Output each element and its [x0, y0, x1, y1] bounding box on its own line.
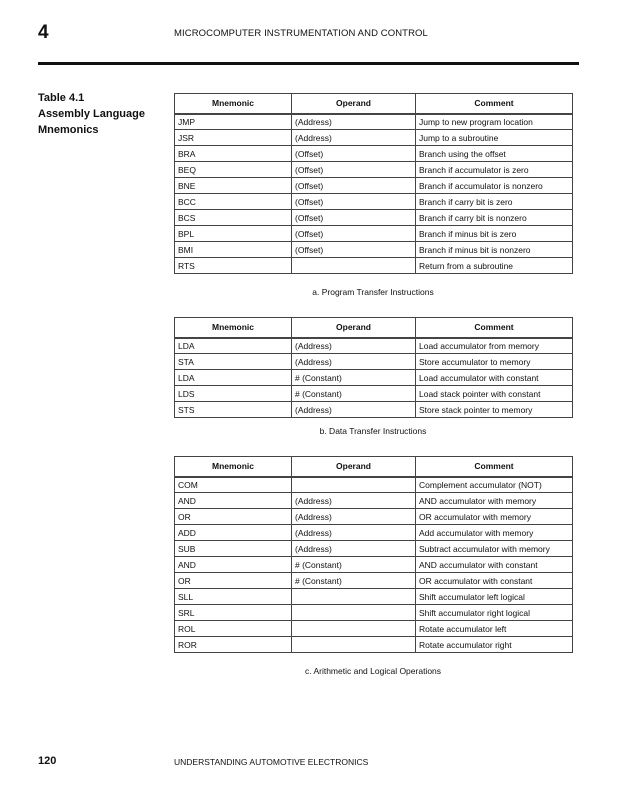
- comment-cell: Add accumulator with memory: [416, 525, 573, 541]
- operand-cell: [292, 621, 416, 637]
- operand-cell: (Offset): [292, 194, 416, 210]
- comment-cell: Shift accumulator left logical: [416, 589, 573, 605]
- comment-cell: OR accumulator with memory: [416, 509, 573, 525]
- operand-header: Operand: [292, 94, 416, 114]
- table-row: [175, 114, 573, 130]
- mnemonic-cell: OR: [175, 509, 292, 525]
- mnemonic-cell: LDS: [175, 386, 292, 402]
- table-row: [175, 525, 573, 541]
- operand-cell: [292, 637, 416, 653]
- mnemonic-header: Mnemonic: [175, 94, 292, 114]
- operand-cell: (Address): [292, 130, 416, 146]
- mnemonic-cell: SUB: [175, 541, 292, 557]
- operand-header: Operand: [292, 457, 416, 477]
- operand-cell: (Address): [292, 541, 416, 557]
- comment-cell: Jump to new program location: [416, 114, 573, 130]
- table-row: [175, 194, 573, 210]
- operand-cell: (Offset): [292, 146, 416, 162]
- table-header-row: [175, 457, 573, 477]
- mnemonic-cell: STA: [175, 354, 292, 370]
- mnemonic-cell: BNE: [175, 178, 292, 194]
- mnemonic-cell: JMP: [175, 114, 292, 130]
- comment-cell: Complement accumulator (NOT): [416, 477, 573, 493]
- operand-cell: # (Constant): [292, 573, 416, 589]
- comment-cell: Rotate accumulator left: [416, 621, 573, 637]
- chapter-number: 4: [38, 22, 49, 43]
- arithmetic-logical-subtitle: c. Arithmetic and Logical Operations: [304, 666, 442, 676]
- operand-cell: # (Constant): [292, 370, 416, 386]
- mnemonic-cell: ADD: [175, 525, 292, 541]
- comment-cell: Subtract accumulator with memory: [416, 541, 573, 557]
- table-row: [175, 509, 573, 525]
- table-row: [175, 637, 573, 653]
- comment-cell: Branch if minus bit is zero: [416, 226, 573, 242]
- table-row: [175, 493, 573, 509]
- operand-cell: [292, 589, 416, 605]
- mnemonic-cell: COM: [175, 477, 292, 493]
- mnemonic-cell: ROR: [175, 637, 292, 653]
- table-row: [175, 402, 573, 418]
- operand-cell: (Address): [292, 493, 416, 509]
- table-row: [175, 354, 573, 370]
- comment-cell: AND accumulator with memory: [416, 493, 573, 509]
- operand-cell: (Offset): [292, 242, 416, 258]
- table-row: [175, 605, 573, 621]
- mnemonic-cell: BMI: [175, 242, 292, 258]
- operand-cell: (Address): [292, 525, 416, 541]
- table-row: [175, 226, 573, 242]
- operand-cell: (Offset): [292, 226, 416, 242]
- operand-cell: (Address): [292, 338, 416, 354]
- table-row: [175, 557, 573, 573]
- header-rule: [38, 62, 579, 65]
- data-transfer-table: [174, 317, 573, 418]
- mnemonic-cell: LDA: [175, 338, 292, 354]
- mnemonic-cell: BPL: [175, 226, 292, 242]
- comment-header: Comment: [416, 457, 573, 477]
- table-row: [175, 130, 573, 146]
- comment-cell: Rotate accumulator right: [416, 637, 573, 653]
- table-row: [175, 573, 573, 589]
- operand-cell: # (Constant): [292, 557, 416, 573]
- program-transfer-subtitle: a. Program Transfer Instructions: [312, 287, 434, 297]
- comment-cell: OR accumulator with constant: [416, 573, 573, 589]
- table-row: [175, 178, 573, 194]
- table-row: [175, 162, 573, 178]
- comment-cell: Load accumulator from memory: [416, 338, 573, 354]
- mnemonic-cell: SLL: [175, 589, 292, 605]
- mnemonic-cell: AND: [175, 493, 292, 509]
- comment-cell: Branch if accumulator is zero: [416, 162, 573, 178]
- mnemonic-cell: AND: [175, 557, 292, 573]
- table-header-row: [175, 318, 573, 338]
- operand-cell: [292, 605, 416, 621]
- table-row: [175, 541, 573, 557]
- table-caption: [38, 90, 168, 138]
- operand-cell: (Offset): [292, 210, 416, 226]
- table-row: [175, 621, 573, 637]
- operand-cell: [292, 477, 416, 493]
- book-title: UNDERSTANDING AUTOMOTIVE ELECTRONICS: [174, 757, 369, 767]
- comment-cell: Shift accumulator right logical: [416, 605, 573, 621]
- operand-cell: (Address): [292, 354, 416, 370]
- mnemonic-cell: OR: [175, 573, 292, 589]
- comment-cell: Branch if accumulator is nonzero: [416, 178, 573, 194]
- comment-cell: Branch if carry bit is zero: [416, 194, 573, 210]
- table-row: [175, 589, 573, 605]
- comment-cell: Branch if carry bit is nonzero: [416, 210, 573, 226]
- mnemonic-cell: LDA: [175, 370, 292, 386]
- arithmetic-logical-table: [174, 456, 573, 653]
- table-header-row: [175, 94, 573, 114]
- operand-cell: # (Constant): [292, 386, 416, 402]
- operand-header: Operand: [292, 318, 416, 338]
- table-row: [175, 258, 573, 274]
- mnemonic-cell: BCS: [175, 210, 292, 226]
- mnemonic-cell: BCC: [175, 194, 292, 210]
- operand-cell: (Address): [292, 114, 416, 130]
- table-row: [175, 370, 573, 386]
- comment-cell: Branch if minus bit is nonzero: [416, 242, 573, 258]
- page-number: 120: [38, 755, 57, 767]
- mnemonic-header: Mnemonic: [175, 457, 292, 477]
- comment-cell: Branch using the offset: [416, 146, 573, 162]
- table-row: [175, 146, 573, 162]
- operand-cell: [292, 258, 416, 274]
- operand-cell: (Address): [292, 509, 416, 525]
- table-row: [175, 386, 573, 402]
- comment-cell: Load stack pointer with constant: [416, 386, 573, 402]
- mnemonic-header: Mnemonic: [175, 318, 292, 338]
- table-title: Assembly Language Mnemonics: [38, 108, 145, 136]
- mnemonic-cell: SRL: [175, 605, 292, 621]
- mnemonic-cell: BEQ: [175, 162, 292, 178]
- comment-cell: Store accumulator to memory: [416, 354, 573, 370]
- mnemonic-cell: STS: [175, 402, 292, 418]
- operand-cell: (Address): [292, 402, 416, 418]
- comment-header: Comment: [416, 94, 573, 114]
- mnemonic-cell: ROL: [175, 621, 292, 637]
- program-transfer-table: [174, 93, 573, 274]
- comment-cell: Load accumulator with constant: [416, 370, 573, 386]
- table-row: [175, 338, 573, 354]
- mnemonic-cell: JSR: [175, 130, 292, 146]
- data-transfer-subtitle: b. Data Transfer Instructions: [319, 426, 427, 436]
- comment-header: Comment: [416, 318, 573, 338]
- operand-cell: (Offset): [292, 178, 416, 194]
- table-row: [175, 477, 573, 493]
- comment-cell: Jump to a subroutine: [416, 130, 573, 146]
- comment-cell: Store stack pointer to memory: [416, 402, 573, 418]
- mnemonic-cell: RTS: [175, 258, 292, 274]
- operand-cell: (Offset): [292, 162, 416, 178]
- table-row: [175, 210, 573, 226]
- mnemonic-cell: BRA: [175, 146, 292, 162]
- table-label: Table 4.1: [38, 92, 85, 104]
- running-title: MICROCOMPUTER INSTRUMENTATION AND CONTROL: [174, 28, 428, 39]
- comment-cell: AND accumulator with constant: [416, 557, 573, 573]
- comment-cell: Return from a subroutine: [416, 258, 573, 274]
- table-row: [175, 242, 573, 258]
